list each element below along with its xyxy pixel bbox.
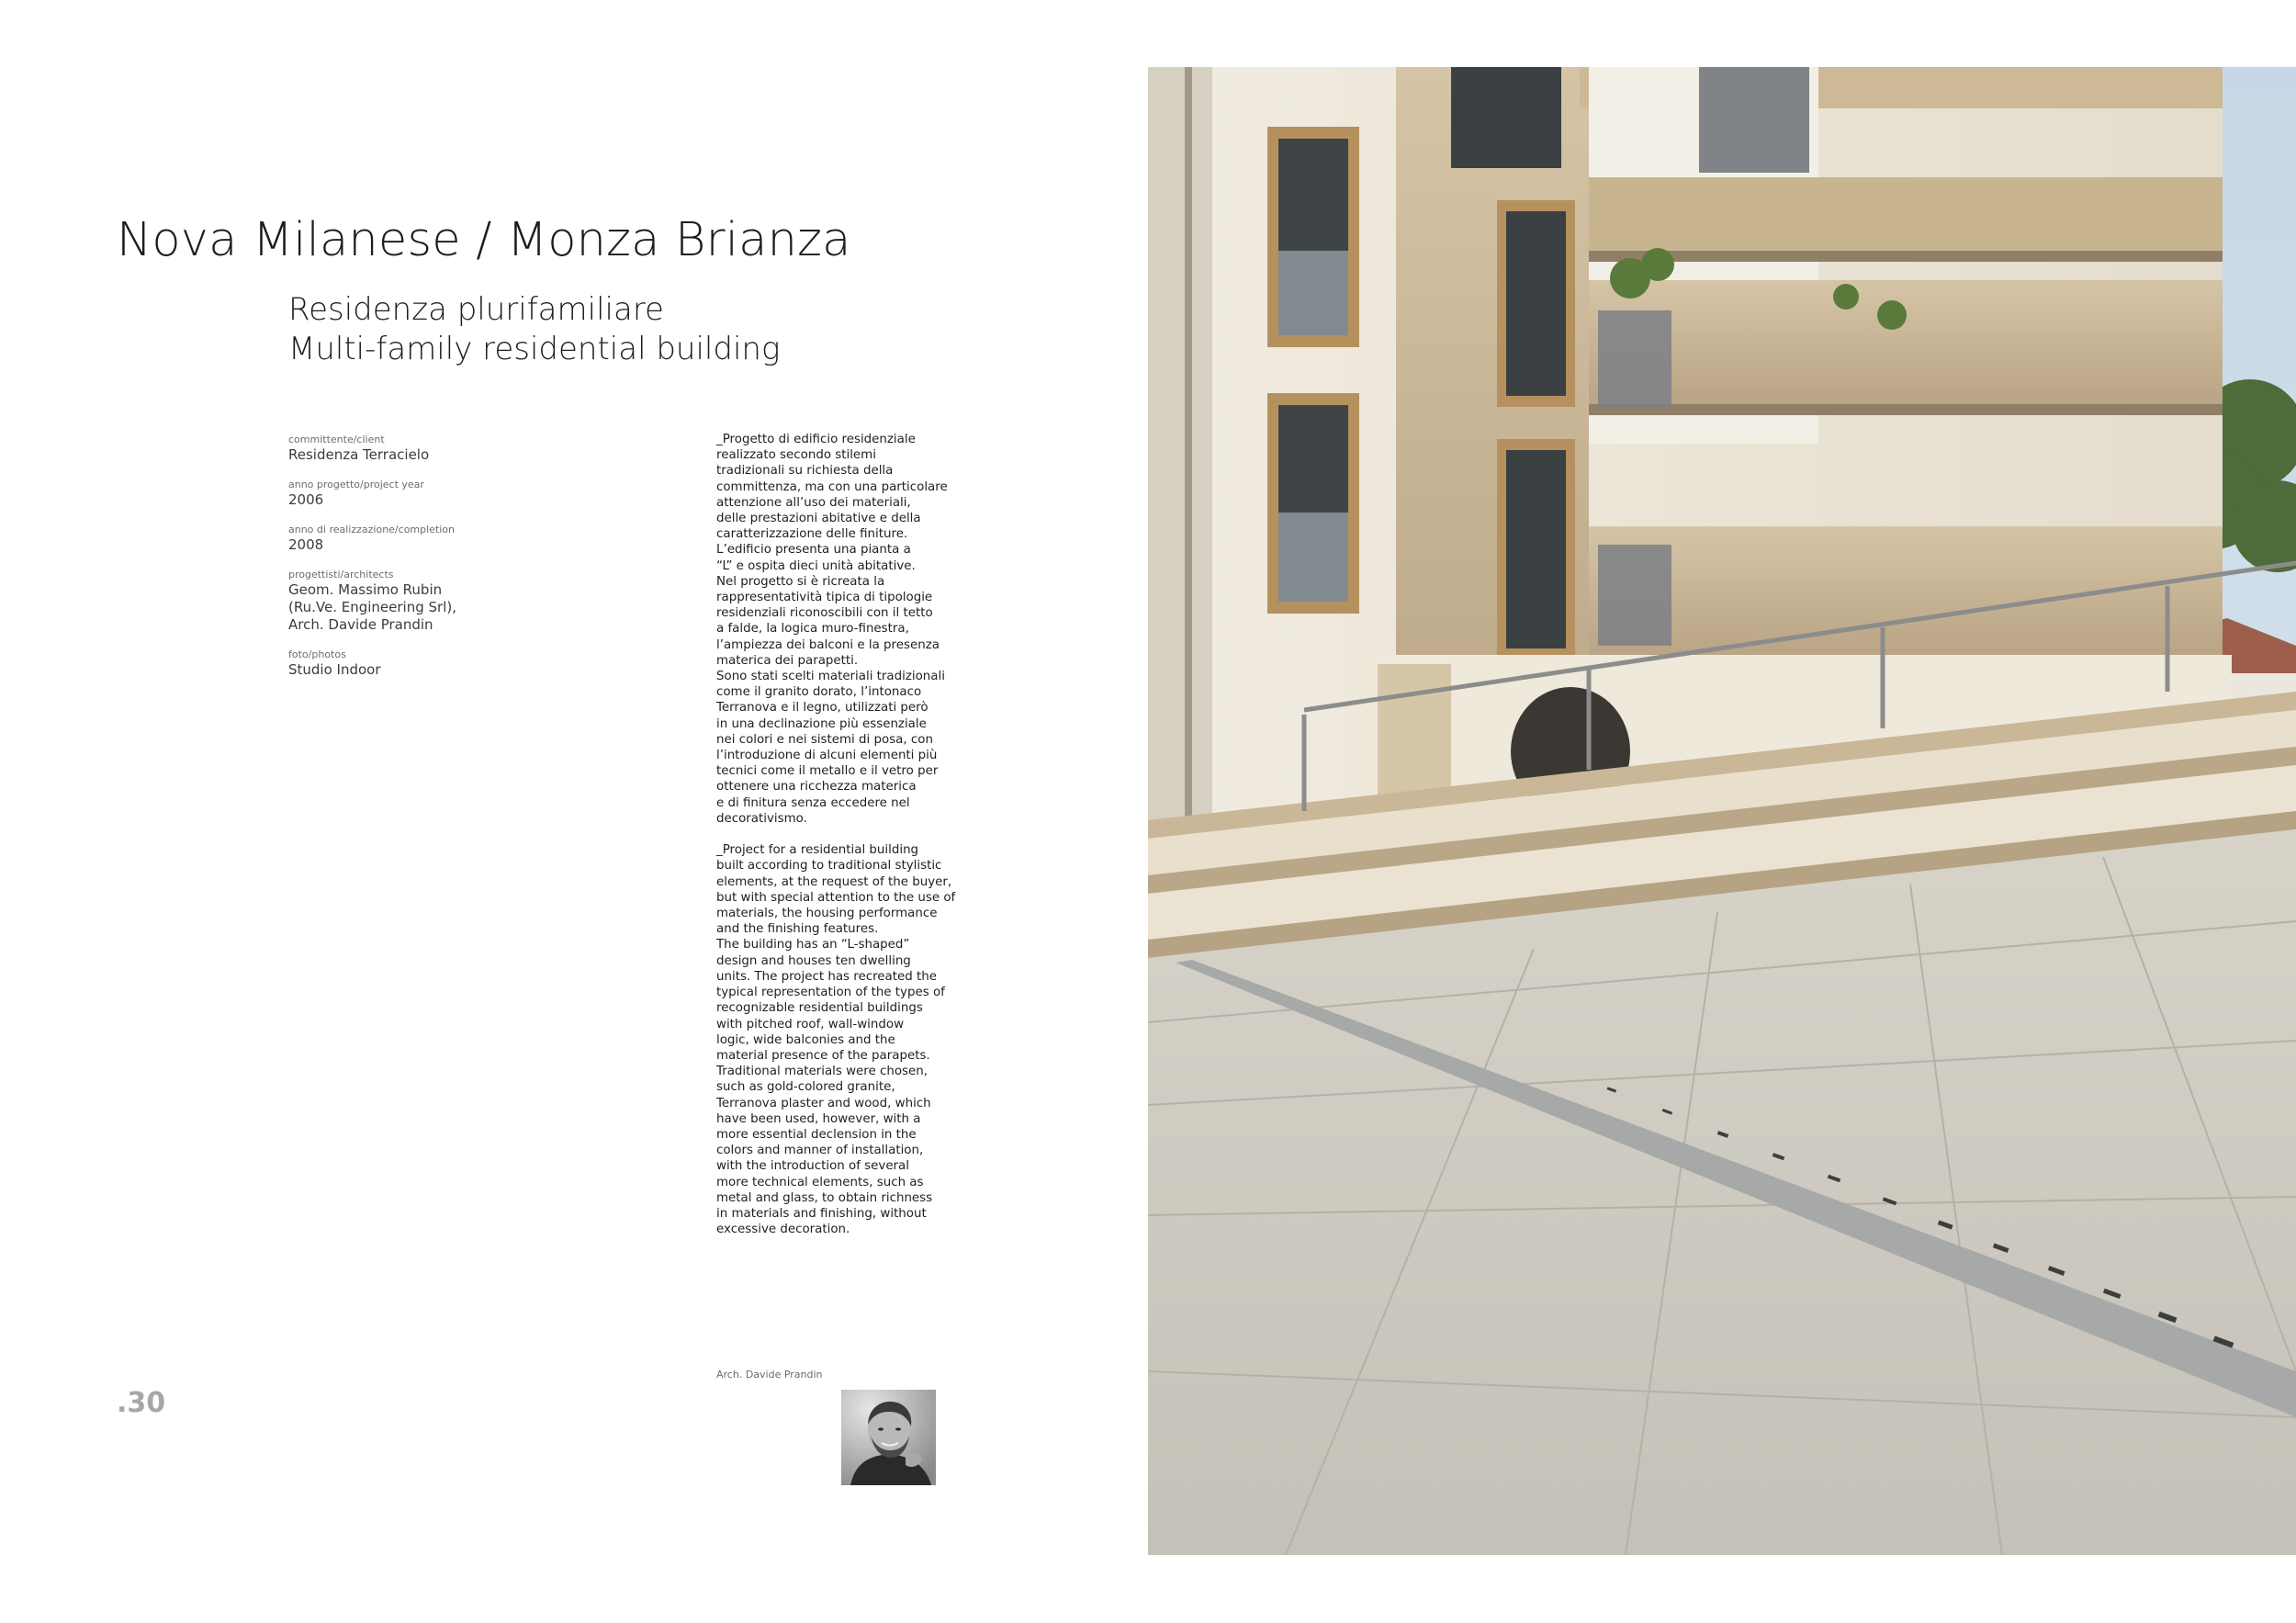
english-line: have been used, however, with a [716, 1111, 921, 1126]
english-line: typical representation of the types of [716, 986, 945, 1000]
project-year-block [288, 479, 674, 509]
client-block [288, 434, 674, 464]
english-line: The building has an “L-shaped” [716, 938, 910, 952]
english-line: and the finishing features. [716, 922, 879, 937]
architects-block [288, 569, 674, 634]
paragraph-gap [716, 827, 955, 842]
italian-line: committenza, ma con una particolare [716, 479, 948, 494]
italian-line: l’introduzione di alcuni elementi più [716, 749, 938, 763]
english-line: colors and manner of installation, [716, 1144, 924, 1158]
meta-value: Residenza Terracielo [288, 446, 430, 463]
italian-line: materica dei parapetti. [716, 653, 859, 668]
italian-line: e di finitura senza eccedere nel [716, 795, 910, 810]
english-line: recognizable residential buildings [716, 1001, 923, 1016]
portrait-photo [841, 1390, 936, 1485]
building-photo [1148, 67, 2296, 1555]
italian-line: come il granito dorato, l’intonaco [716, 685, 922, 700]
italian-line: delle prestazioni abitative e della [716, 512, 921, 526]
project-details [288, 434, 674, 693]
english-line: Terranova plaster and wood, which [716, 1096, 931, 1110]
building-photo-illustration [1148, 67, 2296, 1555]
architect-portrait [841, 1390, 936, 1485]
italian-line: l’ampiezza dei balconi e la presenza [716, 637, 940, 652]
english-line: Traditional materials were chosen, [716, 1065, 928, 1079]
italian-line: attenzione all’uso dei materiali, [716, 495, 911, 510]
italian-line: rappresentatività tipica di tipologie [716, 591, 933, 605]
meta-value: Arch. Davide Prandin [288, 616, 433, 633]
italian-line: decorativismo. [716, 811, 807, 826]
english-line: excessive decoration. [716, 1223, 850, 1237]
italian-line: nei colori e nei sistemi di posa, con [716, 732, 933, 747]
english-line: elements, at the request of the buyer, [716, 874, 952, 889]
meta-label: progettisti/architects [288, 569, 394, 580]
page-number: .30 [117, 1387, 166, 1419]
meta-label: anno progetto/project year [288, 479, 424, 490]
english-line: but with special attention to the use of [716, 890, 956, 905]
english-line: in materials and finishing, without [716, 1206, 927, 1221]
english-line: material presence of the parapets. [716, 1048, 930, 1063]
english-line: more technical elements, such as [716, 1175, 924, 1189]
italian-line: a falde, la logica muro-finestra, [716, 622, 909, 637]
meta-value: 2006 [288, 491, 324, 508]
italian-line: Nel progetto si è ricreata la [716, 574, 885, 589]
subtitle-italian: Residenza plurifamiliare [288, 291, 664, 328]
italian-line: ottenere una ricchezza materica [716, 780, 917, 795]
meta-value: (Ru.Ve. Engineering Srl), [288, 599, 456, 615]
english-line: built according to traditional stylistic [716, 859, 942, 873]
italian-line: realizzato secondo stilemi [716, 448, 876, 463]
subtitle [288, 290, 780, 369]
italian-line: Sono stati scelti materiali tradizionali [716, 670, 945, 684]
italian-line: Terranova e il legno, utilizzati però [716, 701, 929, 716]
english-line: with the introduction of several [716, 1159, 909, 1174]
english-line: logic, wide balconies and the [716, 1032, 895, 1047]
english-line: more essential declension in the [716, 1127, 917, 1142]
meta-value: 2008 [288, 536, 324, 553]
meta-label: anno di realizzazione/completion [288, 524, 456, 535]
description-english [716, 842, 955, 1237]
page-title: Nova Milanese / Monza Brianza [117, 213, 851, 267]
english-line: design and houses ten dwelling [716, 953, 911, 968]
english-line: such as gold-colored granite, [716, 1080, 895, 1095]
italian-line: in una declinazione più essenziale [716, 716, 927, 731]
english-line: with pitched roof, wall-window [716, 1017, 905, 1031]
italian-line: “L” e ospita dieci unità abitative. [716, 558, 916, 573]
english-line: materials, the housing performance [716, 907, 938, 921]
meta-value: Geom. Massimo Rubin [288, 581, 443, 598]
italian-line: _Progetto di edificio residenziale [716, 433, 916, 446]
english-line: metal and glass, to obtain richness [716, 1190, 933, 1205]
meta-label: committente/client [288, 434, 385, 445]
subtitle-english: Multi-family residential building [288, 331, 781, 367]
photos-block [288, 648, 674, 679]
italian-line: caratterizzazione delle finiture. [716, 527, 908, 542]
italian-line: tradizionali su richiesta della [716, 464, 894, 479]
english-line: units. The project has recreated the [716, 969, 937, 984]
project-description [716, 432, 955, 1237]
meta-label: foto/photos [288, 648, 346, 660]
portrait-caption: Arch. Davide Prandin [716, 1369, 823, 1381]
english-line: _Project for a residential building [716, 843, 919, 858]
meta-value: Studio Indoor [288, 661, 381, 678]
description-italian [716, 432, 955, 827]
italian-line: L’edificio presenta una pianta a [716, 543, 911, 558]
italian-line: residenziali riconoscibili con il tetto [716, 606, 933, 621]
italian-line: tecnici come il metallo e il vetro per [716, 764, 939, 779]
completion-block [288, 524, 674, 554]
